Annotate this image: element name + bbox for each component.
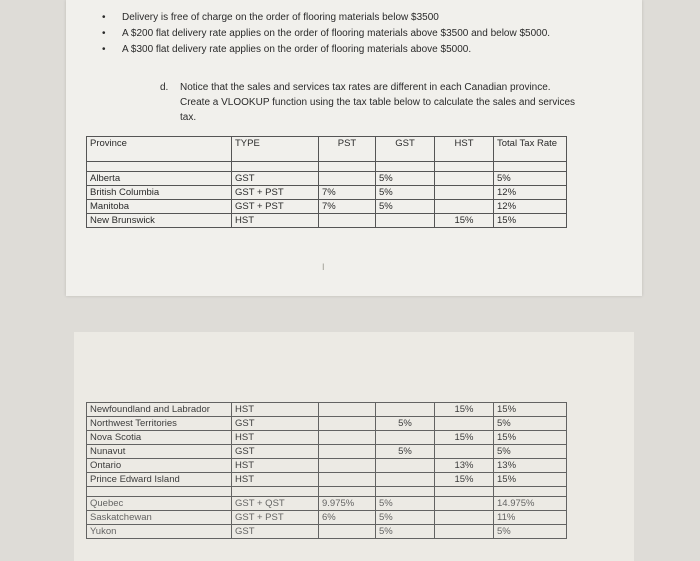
cell-hst: 15% [435, 214, 494, 228]
cell-total: 15% [494, 473, 567, 487]
cell-hst [435, 525, 494, 539]
cell-hst [435, 417, 494, 431]
cell-total: 5% [494, 525, 567, 539]
table-row [87, 186, 567, 200]
bullet-icon: • [102, 44, 106, 55]
cell-type: HST [232, 214, 319, 228]
bullet-item [96, 42, 556, 57]
cell-total: 13% [494, 459, 567, 473]
cell-gst [376, 473, 435, 487]
cell-type: GST + PST [232, 200, 319, 214]
cell-pst: 7% [319, 200, 376, 214]
cell-gst: 5% [376, 511, 435, 525]
cell-gst [376, 459, 435, 473]
table-row [87, 473, 567, 487]
cell-province: Nova Scotia [87, 431, 232, 445]
table-row [87, 214, 567, 228]
cell-province: Manitoba [87, 200, 232, 214]
cell-pst: 6% [319, 511, 376, 525]
cell-pst [319, 473, 376, 487]
instruction-marker: d. [160, 82, 169, 93]
cell-type: GST [232, 525, 319, 539]
cell-province: New Brunswick [87, 214, 232, 228]
table-row [87, 417, 567, 431]
cell-pst [319, 459, 376, 473]
cell-total: 11% [494, 511, 567, 525]
cell-type: GST [232, 172, 319, 186]
cell-gst: 5% [376, 186, 435, 200]
cell-province: Quebec [87, 497, 232, 511]
bullet-icon: • [102, 28, 106, 39]
instruction-d [160, 80, 580, 125]
cell-type: HST [232, 459, 319, 473]
cell-total: 5% [494, 417, 567, 431]
cell-hst: 15% [435, 473, 494, 487]
bullet-icon: • [102, 12, 106, 23]
instruction-text: Notice that the sales and services tax rates are different in each Canadian province. Create a VLOOKUP function using the tax table below to calculate the sales and services tax. [180, 82, 576, 123]
cell-pst: 7% [319, 186, 376, 200]
table-row [87, 431, 567, 445]
cell-province: Newfoundland and Labrador [87, 403, 232, 417]
tax-table-bottom [86, 402, 567, 539]
header-pst: PST [319, 137, 376, 162]
cell-hst [435, 200, 494, 214]
cell-gst: 5% [376, 417, 435, 431]
cell-total: 12% [494, 200, 567, 214]
cell-pst [319, 214, 376, 228]
table-row [87, 511, 567, 525]
cell-type: HST [232, 473, 319, 487]
table-spacer-row [87, 487, 567, 497]
cell-gst [376, 431, 435, 445]
cell-total: 5% [494, 172, 567, 186]
tax-table-top [86, 136, 567, 228]
header-hst: HST [435, 137, 494, 162]
cell-province: Yukon [87, 525, 232, 539]
table-row [87, 525, 567, 539]
cell-province: Nunavut [87, 445, 232, 459]
bullet-item [96, 10, 556, 25]
cell-type: GST + PST [232, 186, 319, 200]
cell-pst [319, 403, 376, 417]
bullet-text: A $300 flat delivery rate applies on the order of flooring materials above $5000. [122, 44, 472, 55]
header-gst: GST [376, 137, 435, 162]
cell-pst [319, 525, 376, 539]
bullet-text: Delivery is free of charge on the order of flooring materials below $3500 [122, 12, 439, 23]
cell-hst: 15% [435, 403, 494, 417]
cell-hst [435, 511, 494, 525]
table-row [87, 459, 567, 473]
cell-type: GST [232, 445, 319, 459]
cell-gst: 5% [376, 200, 435, 214]
cell-hst [435, 497, 494, 511]
cell-gst [376, 214, 435, 228]
cell-total: 14.975% [494, 497, 567, 511]
cell-pst [319, 417, 376, 431]
cell-province: British Columbia [87, 186, 232, 200]
cell-pst [319, 445, 376, 459]
cell-total: 15% [494, 403, 567, 417]
cell-type: HST [232, 403, 319, 417]
table-row [87, 403, 567, 417]
table-row [87, 200, 567, 214]
bullet-text: A $200 flat delivery rate applies on the order of flooring materials above $3500 and below $5000. [122, 28, 551, 39]
cell-pst [319, 172, 376, 186]
cell-type: GST [232, 417, 319, 431]
bullet-list [96, 10, 556, 58]
cell-province: Ontario [87, 459, 232, 473]
cell-province: Prince Edward Island [87, 473, 232, 487]
cell-pst [319, 431, 376, 445]
header-type: TYPE [232, 137, 319, 162]
cell-hst: 15% [435, 431, 494, 445]
cell-gst: 5% [376, 525, 435, 539]
table-spacer-row [87, 162, 567, 172]
header-province: Province [87, 137, 232, 162]
cell-province: Alberta [87, 172, 232, 186]
cell-hst [435, 172, 494, 186]
cell-province: Northwest Territories [87, 417, 232, 431]
table-row [87, 497, 567, 511]
cell-type: HST [232, 431, 319, 445]
cell-total: 15% [494, 214, 567, 228]
cell-type: GST + PST [232, 511, 319, 525]
table-header-row [87, 137, 567, 162]
cell-gst: 5% [376, 497, 435, 511]
cell-hst [435, 186, 494, 200]
table-row [87, 445, 567, 459]
cell-total: 12% [494, 186, 567, 200]
cell-gst: 5% [376, 172, 435, 186]
cell-gst [376, 403, 435, 417]
cell-type: GST + QST [232, 497, 319, 511]
cell-hst: 13% [435, 459, 494, 473]
cell-gst: 5% [376, 445, 435, 459]
cell-total: 5% [494, 445, 567, 459]
table-row [87, 172, 567, 186]
cell-hst [435, 445, 494, 459]
cell-pst: 9.975% [319, 497, 376, 511]
cell-province: Saskatchewan [87, 511, 232, 525]
header-total-tax-rate: Total Tax Rate [494, 137, 567, 162]
bullet-item [96, 26, 556, 41]
cell-total: 15% [494, 431, 567, 445]
text-cursor-icon: I [322, 262, 325, 272]
